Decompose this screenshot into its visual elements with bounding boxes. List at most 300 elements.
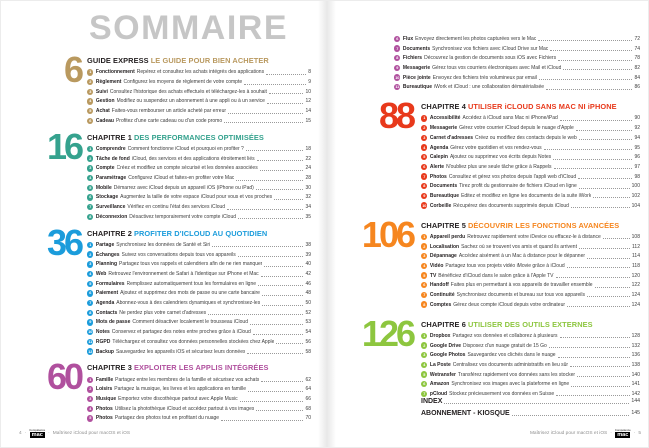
toc-section [39,221,311,357]
dot-leader [571,382,629,387]
entry-description: Gérez deux compte iCloud depuis votre ordinateur [453,301,566,308]
entry-page-number: 95 [634,144,640,151]
entry-page-number: 86 [634,84,640,91]
entry-number-badge: 4 [87,98,93,104]
toc-entry [87,116,311,126]
chapter-label: CHAPITRE 4 [421,102,466,112]
brand-name-small: Compétence [614,427,631,432]
toc-entry [87,308,311,318]
dot-leader [560,333,630,338]
entry-page-number: 28 [305,175,311,182]
entry-page-number: 35 [305,213,311,220]
dot-leader [577,372,630,377]
entry-number-badge: 7 [421,292,427,298]
toc-entry [87,269,311,279]
entry-description: Remplissez automatiquement tous les formulaires en ligne [126,280,257,287]
entry-description: Envoyez directement les photos capturées vers le Mac [415,35,537,42]
toc-entry [421,114,640,124]
entry-page-number: 72 [634,35,640,42]
page-left [1,1,325,448]
entry-description: Retrouvez rapidement votre iDevice ou effacez-le à distance [467,233,601,240]
toc-entry [421,181,640,191]
entry-description: Partagez tous vos projets vidéo iMovie grâce à iCloud [445,262,565,269]
entry-number-badge: 7 [87,204,93,210]
chapter-heading [87,56,311,65]
entry-description: Utilisez la photothèque iCloud et accédez partout à vos images [114,405,255,412]
toc-entry [87,404,311,414]
toc-entries [421,331,640,399]
footer-separator: · [48,430,50,436]
entry-label: Pièce jointe [402,74,431,81]
entry-number-badge: 3 [87,89,93,95]
entry-page-number: 112 [632,243,640,250]
entry-description: Gérez votre courrier iCloud depuis le nuage d'Apple [459,125,574,132]
entry-page-number: 32 [305,194,311,201]
entry-label: Comptes [429,301,452,308]
toc-entry [87,375,311,385]
right-column [346,34,640,399]
dot-leader [444,398,629,404]
entry-label: Cadeau [95,117,114,124]
dot-leader [567,263,630,268]
toc-entry [87,144,311,154]
entry-page-number: 96 [634,154,640,161]
entry-description: Gérez tous vos courriers électroniques avec Mail et iCloud [432,64,562,71]
entry-number-badge: 1 [421,333,427,339]
entry-page-number: 82 [634,64,640,71]
dot-leader [256,406,303,411]
entry-label: Comprendre [95,145,126,152]
chapter-start-page: 106 [361,213,413,255]
entry-number-badge: 1 [87,242,93,248]
entry-number-badge: 4 [87,175,93,181]
chapter-label: CHAPITRE 1 [87,132,132,142]
entry-description: Sauvegardez les appareils iOS et sécurisez leurs données [115,348,246,355]
chapter-start-page: 88 [378,95,413,137]
entry-number-badge: 9 [394,65,400,71]
entry-label: Dépannage [429,253,457,260]
entry-number-badge: 4 [421,144,427,150]
entry-page-number: 100 [631,183,640,190]
toc-entry [87,394,311,404]
entry-description: Partagez tous vos rappels et calendriers afin de ne rien manquer [119,261,263,268]
dot-leader [576,126,633,131]
entry-page-number: 140 [631,371,640,378]
toc-entry [87,193,311,203]
entry-page-number: 141 [631,381,640,388]
entry-number-badge: 3 [421,352,427,358]
toc-entry [421,280,640,290]
entry-description: Accédez aisément à un Mac à distance pour le dépanner [458,253,586,260]
chapter-label: CHAPITRE 3 [87,363,132,373]
entry-number-badge: 3 [87,396,93,402]
entry-page-number: 104 [631,202,640,209]
entry-page-number: 92 [634,125,640,132]
entry-number-badge: 1 [87,69,93,75]
toc-entries [87,144,311,222]
toc-section [39,49,311,126]
dot-leader [261,377,303,382]
entry-label: Messagerie [429,125,458,132]
toc-entry [87,202,311,212]
entry-page-number: 38 [305,241,311,248]
chapter-heading [421,320,640,329]
entry-description: Gérez votre quotidien et vos rendez-vous [450,144,542,151]
entry-number-badge: 6 [421,282,427,288]
chapter-content [87,133,311,222]
footer-separator: · [633,430,636,436]
entry-number-badge: 6 [87,290,93,296]
toc-entry [87,77,311,87]
entry-description: Partagez des photos tout en profitant du nuage [114,415,220,422]
dot-leader [563,65,632,70]
toc-entry [87,240,311,250]
dot-leader [558,353,630,358]
dot-leader [228,109,303,114]
entry-label: Notes [95,329,110,336]
toc-entry [421,379,640,389]
dot-leader [269,89,304,94]
entry-description: Récupérez des documents supprimés depuis iCloud [453,202,569,209]
entry-description: Faites-vous rembourser un article acheté par erreur [111,108,227,115]
entry-page-number: 39 [305,251,311,258]
entry-number-badge: 8 [421,183,427,189]
entry-number-badge: 2 [421,243,427,249]
entry-number-badge: 2 [87,155,93,161]
entry-description: Retrouvez l'environnement de Safari à l'identique sur iPhone et Mac [108,271,259,278]
entry-description: N'oubliez plus une seule tâche grâce à Rappels [446,163,552,170]
entry-page-number: 124 [631,301,640,308]
entry-number-badge: 1 [87,377,93,383]
dot-leader [274,195,303,200]
entry-label: Loisirs [95,386,113,393]
dot-leader [603,234,630,239]
entry-number-badge: 10 [88,330,93,335]
toc-entry [87,164,311,174]
entry-label: Localisation [429,243,460,250]
footer-left [19,429,130,439]
footer-separator: · [24,430,27,436]
dot-leader [260,166,304,171]
entry-number-badge: 4 [87,406,93,412]
dot-leader [579,244,630,249]
toc-entry [421,261,640,271]
chapter-heading [87,133,311,142]
entry-number-badge: 11 [395,85,399,90]
entry-number-badge: 5 [421,272,427,278]
entry-page-number: 78 [634,55,640,62]
entry-number-badge: 6 [87,118,93,124]
entry-label: Alerte [429,163,445,170]
entry-description: Stockez précieusement vos données en Suisse [449,390,555,397]
entry-page-number: 62 [305,376,311,383]
toc-entry [421,232,640,242]
toc-entry [394,82,640,92]
entry-number-badge: 2 [87,79,93,85]
entry-label: Messagerie [402,64,431,71]
entry-number-badge: 5 [87,185,93,191]
page-title: SOMMAIRE [89,9,288,47]
entry-page-number: 132 [631,342,640,349]
entry-page-number: 48 [305,290,311,297]
entry-number-badge: 5 [421,154,427,160]
entry-description: Téléchargez et consultez vos données personnelles stockées chez Apple [112,338,275,345]
entry-number-badge: 2 [421,125,427,131]
entry-description: Profitez d'une carte cadeau ou d'un code promo [115,117,223,124]
toc-entry [394,73,640,83]
chapter-content [87,56,311,126]
entry-label: Fichiers [402,55,423,62]
entry-number-badge: 2 [87,251,93,257]
entry-number-badge: 9 [87,319,93,325]
dot-leader [248,387,303,392]
entry-label: Backup [95,348,114,355]
entry-number-badge: 12 [88,349,93,354]
brand-name: mac [31,431,43,438]
entry-label: Calepin [429,154,448,161]
entry-description: Synchronisez vos fichiers avec iCloud Drive sur Mac [432,45,549,52]
entry-page-number: 136 [631,352,640,359]
entry-page-number: 15 [305,117,311,124]
entry-page-number: 108 [631,233,640,240]
entry-description: Modifiez ou suspendez un abonnement à une appli ou à un service [116,98,265,105]
entry-label: Compte [95,165,115,172]
entry-page-number: 114 [632,253,640,260]
entry-number-badge: 3 [421,135,427,141]
entry-page-number: 50 [305,300,311,307]
dot-leader [256,185,304,190]
entry-page-number: 122 [631,282,640,289]
toc-entry [421,251,640,261]
entry-number-badge: 10 [422,203,427,208]
entry-page-number: 90 [634,115,640,122]
entry-label: Continuité [429,291,455,298]
entry-label: Photos [429,173,447,180]
entry-number-badge: 6 [394,36,400,42]
dot-leader [558,56,632,61]
dot-leader [262,301,303,306]
toc-entry [421,271,640,281]
dot-leader [539,75,633,80]
toc-entry [87,260,311,270]
chapter-title: EXPLOITER LES APPLIS INTÉGRÉES [133,363,269,373]
chapter-label: CHAPITRE 2 [87,228,132,238]
chapter-start-page: 60 [46,356,81,398]
toc-entries [394,34,640,92]
index-page-number: 145 [631,410,640,416]
entry-description: Créez et modifiez un compte sécurisé et les données associées [116,165,258,172]
toc-entry [421,172,640,182]
toc-entry [421,242,640,252]
entry-description: Emportez votre discothèque partout avec Apple Music [118,396,238,403]
entry-page-number: 97 [634,163,640,170]
entry-page-number: 34 [305,204,311,211]
entry-label: Gestion [95,98,115,105]
toc-entries [421,114,640,211]
page-right [326,1,649,448]
entry-number-badge: 6 [421,164,427,170]
entry-label: Règlement [95,79,122,86]
toc-section [346,312,640,399]
chapter-content [421,102,640,210]
entry-label: Wetransfer [429,371,456,378]
chapter-heading [421,102,640,111]
dot-leader [587,292,630,297]
entry-label: Paramétrage [95,175,127,182]
toc-entry [87,173,311,183]
chapter-title: DES PERFORMANCES OPTIMISÉES [133,132,264,142]
chapter-title: LE GUIDE POUR BIEN ACHETER [150,56,269,65]
toc-entry [421,300,640,310]
index-label: ABONNEMENT - KIOSQUE [421,409,510,417]
toc-entry [421,162,640,172]
toc-entry [87,279,311,289]
entry-label: Tâche de fond [95,155,130,162]
entry-description: Centralisez vos documents administratifs en lieu sûr [452,361,569,368]
entry-label: Google Drive [429,342,462,349]
entry-description: iWork et iCloud : une collaboration dématérialisée [434,84,545,91]
entry-page-number: 142 [631,390,640,397]
entry-page-number: 8 [308,69,311,76]
chapter-content [87,229,311,357]
chapter-start-page: 36 [46,221,81,263]
entry-number-badge: 7 [421,173,427,179]
entry-description: Transférez rapidement vos données sans les stocker [457,371,576,378]
dot-leader [556,273,630,278]
entry-label: Échanges [95,251,120,258]
toc-entry [421,191,640,201]
toc-entry [394,63,640,73]
index-list [421,395,640,419]
entry-label: pCloud [429,390,448,397]
toc-entry [421,331,640,341]
chapter-label: CHAPITRE 6 [421,319,466,329]
toc-entry [421,290,640,300]
dot-leader [267,99,303,104]
toc-entry [87,289,311,299]
footer-text: Maîtrisez iCloud pour macOS et iOS [529,430,608,436]
dot-leader [587,254,630,259]
entry-label: Paiement [95,290,119,297]
dot-leader [244,80,306,85]
entry-label: Handoff [429,282,449,289]
brand-logo [29,429,45,439]
toc-entry [87,337,311,347]
entry-number-badge: 5 [421,371,427,377]
entry-number-badge: 3 [421,253,427,259]
toc-section [346,34,640,92]
entry-label: Partage [95,241,115,248]
entry-label: La Poste [429,361,451,368]
entry-description: Synchronisez documents et bureau sur tous vos appareils [456,291,586,298]
entry-page-number: 84 [634,74,640,81]
entry-label: Bureautique [402,84,433,91]
chapter-start-page: 16 [46,125,81,167]
toc-entry [421,152,640,162]
entry-description: Conservez et partagez des notes entre proches grâce à iCloud [111,329,251,336]
entry-description: Partagez vos données et collaborez à plusieurs [452,332,558,339]
dot-leader [257,156,304,161]
entry-page-number: 64 [305,386,311,393]
entry-label: Corbeille [429,202,452,209]
entry-page-number: 102 [631,192,640,199]
index-entry [421,395,640,407]
entry-label: Stockage [95,194,119,201]
entry-description: Consultez et gérez vos photos depuis l'appli web d'iCloud [448,173,577,180]
entry-page-number: 10 [305,88,311,95]
toc-entry [87,183,311,193]
entry-label: Appareil perdu [429,233,466,240]
chapter-content [421,221,640,310]
index-entry [421,407,640,419]
entry-description: Éditez et modifiez en ligne les documents de la suite iWork [461,192,592,199]
entry-page-number: 12 [305,98,311,105]
entry-page-number: 24 [305,165,311,172]
entry-number-badge: 8 [394,55,400,61]
dot-leader [571,203,630,208]
dot-leader [208,310,303,315]
entry-page-number: 128 [631,332,640,339]
chapter-heading [87,229,311,238]
dot-leader [595,283,630,288]
dot-leader [247,349,303,354]
toc-entries [421,232,640,310]
entry-page-number: 9 [308,79,311,86]
entry-number-badge: 4 [87,271,93,277]
entry-description: Comment désactiver localement le trousseau iCloud [132,319,248,326]
entry-label: Déconnexion [95,213,128,220]
dot-leader [253,330,304,335]
dot-leader [553,155,632,160]
entry-number-badge: 7 [421,391,427,397]
entry-description: Bénéficiez d'iCloud dans le salon grâce à l'Apple TV [438,272,554,279]
entry-description: Ne perdez plus votre carnet d'adresses [119,309,207,316]
entry-page-number: 14 [305,108,311,115]
entry-number-badge: 8 [421,301,427,307]
entry-label: Flux [402,35,414,42]
entry-label: Surveillance [95,204,126,211]
entry-page-number: 120 [631,272,640,279]
entry-page-number: 56 [305,338,311,345]
dot-leader [579,135,633,140]
entry-page-number: 54 [305,329,311,336]
entry-description: Configurez iCloud et faites-en profiter votre Mac [128,175,235,182]
toc-entries [87,240,311,356]
entry-description: Accédez à iCloud sans Mac ni iPhone/iPad [462,115,558,122]
dot-leader [221,416,303,421]
entry-page-number: 68 [305,405,311,412]
entry-description: Tirez profit du gestionnaire de fichiers iCloud en ligne [459,183,577,190]
toc-entry [87,68,311,78]
entry-number-badge: 6 [421,381,427,387]
dot-leader [579,184,630,189]
entry-description: Ajoutez et supprimez des mots de passe ou une carte bancaire [120,290,260,297]
entry-page-number: 42 [305,271,311,278]
entry-number-badge: 11 [88,339,92,344]
entry-page-number: 22 [305,155,311,162]
brand-logo [615,429,631,439]
toc-section [39,356,311,423]
entry-page-number: 46 [305,280,311,287]
entry-description: Ajoutez ou supprimez vos écrits depuis Notes [449,154,552,161]
entry-number-badge: 5 [87,281,93,287]
toc-entry [394,34,640,44]
toc-entries [87,68,311,126]
entry-description: Abonnez-vous à des calendriers dynamiques et synchronisez-les [116,300,261,307]
entry-label: Amazon [429,381,450,388]
toc-entry [394,53,640,63]
entry-description: Créez ou modifiez des contacts depuis le web [475,134,577,141]
